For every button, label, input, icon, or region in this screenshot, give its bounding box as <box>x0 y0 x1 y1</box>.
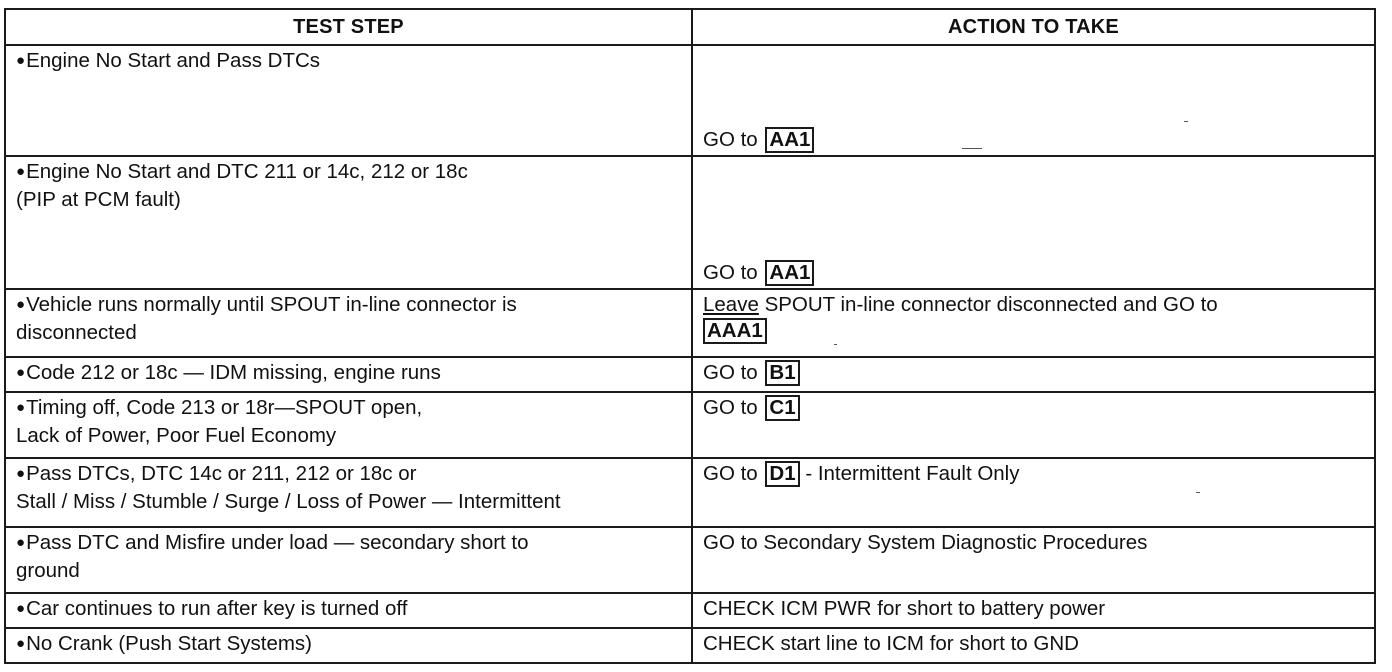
action-text: CHECK ICM PWR for short to battery power <box>703 597 1106 621</box>
action-cell <box>692 289 1375 357</box>
action-text: GO to <box>703 461 758 485</box>
procedure-ref-link[interactable]: D1 <box>765 461 799 487</box>
step-line: ●Pass DTC and Misfire under load — secondary short to <box>16 531 529 555</box>
action-cell <box>692 458 1375 528</box>
step-line: ●Car continues to run after key is turned off <box>16 597 408 621</box>
diagnostic-table-sheet <box>4 8 1374 664</box>
table-row <box>5 45 1375 156</box>
bullet-icon: ● <box>16 600 26 618</box>
action-text: GO to <box>703 127 758 151</box>
bullet-icon: ● <box>16 464 26 482</box>
scan-smudge <box>1196 492 1200 493</box>
bullet-icon: ● <box>16 162 26 180</box>
table-row <box>5 156 1375 289</box>
action-cell <box>692 527 1375 593</box>
header-test-step: TEST STEP <box>5 9 692 45</box>
step-line: ●Engine No Start and DTC 211 or 14c, 212 or 18c <box>16 159 468 183</box>
action-text: SPOUT in-line connector disconnected and GO to <box>764 293 1218 317</box>
action-cell <box>692 392 1375 458</box>
test-step-cell <box>5 392 692 458</box>
test-step-cell <box>5 156 692 289</box>
action-lead-text: Leave <box>703 293 759 317</box>
bullet-icon: ● <box>16 534 26 552</box>
test-step-cell <box>5 458 692 528</box>
table-row <box>5 357 1375 392</box>
procedure-ref-link[interactable]: AAA1 <box>703 318 767 344</box>
action-cell <box>692 593 1375 628</box>
action-text: GO to <box>703 395 758 419</box>
action-cell <box>692 156 1375 289</box>
action-text: CHECK start line to ICM for short to GND <box>703 632 1079 656</box>
action-text: GO to <box>703 261 758 285</box>
procedure-ref-link[interactable]: AA1 <box>765 260 814 286</box>
table-row <box>5 458 1375 528</box>
bullet-icon: ● <box>16 296 26 314</box>
action-suffix-text: - Intermittent Fault Only <box>805 461 1020 485</box>
test-step-cell <box>5 45 692 156</box>
bullet-icon: ● <box>16 635 26 653</box>
action-cell <box>692 45 1375 156</box>
bullet-icon: ● <box>16 364 26 382</box>
step-line: ●No Crank (Push Start Systems) <box>16 632 313 656</box>
scan-smudge <box>962 148 982 149</box>
action-cell <box>692 357 1375 392</box>
procedure-ref-link[interactable]: C1 <box>765 395 799 421</box>
header-row <box>5 9 1375 45</box>
procedure-ref-link[interactable]: AA1 <box>765 127 814 153</box>
step-line: ●Pass DTCs, DTC 14c or 211, 212 or 18c or <box>16 461 417 485</box>
header-action: ACTION TO TAKE <box>692 9 1375 45</box>
procedure-ref-link[interactable]: B1 <box>765 360 799 386</box>
diagnostic-table <box>4 8 1376 664</box>
step-line: ●Timing off, Code 213 or 18r—SPOUT open, <box>16 395 423 419</box>
step-line: disconnected <box>16 321 137 345</box>
step-line: Stall / Miss / Stumble / Surge / Loss of Power — Intermittent <box>16 489 561 513</box>
scan-smudge <box>1184 121 1188 122</box>
test-step-cell <box>5 593 692 628</box>
test-step-cell <box>5 527 692 593</box>
table-row <box>5 289 1375 357</box>
step-line: ●Vehicle runs normally until SPOUT in-line connector is <box>16 293 517 317</box>
bullet-icon: ● <box>16 398 26 416</box>
step-line: ground <box>16 559 80 583</box>
test-step-cell <box>5 357 692 392</box>
table-row <box>5 527 1375 593</box>
step-line: ●Code 212 or 18c — IDM missing, engine runs <box>16 361 441 385</box>
scan-smudge <box>834 344 837 345</box>
table-row <box>5 628 1375 663</box>
test-step-cell <box>5 628 692 663</box>
action-cell <box>692 628 1375 663</box>
step-line: ●Engine No Start and Pass DTCs <box>16 49 321 72</box>
test-step-cell <box>5 289 692 357</box>
table-row <box>5 593 1375 628</box>
step-line: (PIP at PCM fault) <box>16 187 181 211</box>
action-text: GO to <box>703 361 758 385</box>
bullet-icon: ● <box>16 52 26 69</box>
table-row <box>5 392 1375 458</box>
step-line: Lack of Power, Poor Fuel Economy <box>16 423 337 447</box>
action-text: GO to Secondary System Diagnostic Procedures <box>703 531 1148 555</box>
